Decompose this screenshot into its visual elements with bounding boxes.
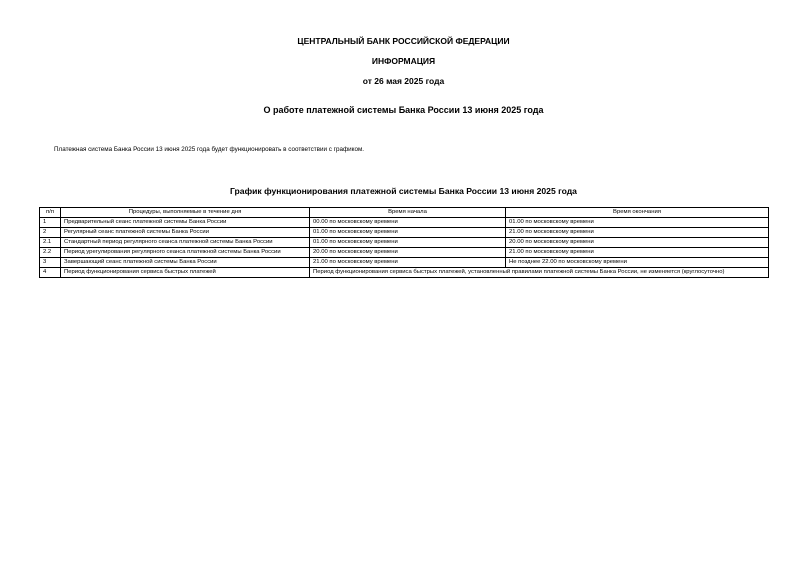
row-procedure: Завершающий сеанс платежной системы Банка России: [61, 258, 310, 268]
col-header-procedure: Процедуры, выполняемые в течение дня: [61, 208, 310, 218]
row-end: 21.00 по московскому времени: [506, 248, 769, 258]
row-start: 01.00 по московскому времени: [310, 228, 506, 238]
row-end: 20.00 по московскому времени: [506, 238, 769, 248]
doc-date: от 26 мая 2025 года: [362, 76, 445, 86]
table-row: [40, 248, 769, 258]
row-num: 2.2: [40, 248, 61, 258]
col-header-end: Время окончания: [506, 208, 769, 218]
org-title: ЦЕНТРАЛЬНЫЙ БАНК РОССИЙСКОЙ ФЕДЕРАЦИИ: [297, 36, 510, 46]
doc-type: ИНФОРМАЦИЯ: [371, 56, 436, 66]
row-procedure: Период функционирования сервиса быстрых платежей: [61, 268, 310, 278]
intro-text: Платежная система Банка России 13 июня 2025 года будет функционировать в соответствии с графиком.: [54, 146, 365, 153]
row-num: 4: [40, 268, 61, 278]
row-num: 1: [40, 218, 61, 228]
table-row: [40, 228, 769, 238]
table-header-row: [40, 208, 769, 218]
row-num: 2.1: [40, 238, 61, 248]
table-row: [40, 258, 769, 268]
row-start: 20.00 по московскому времени: [310, 248, 506, 258]
row-procedure: Предварительный сеанс платежной системы Банка России: [61, 218, 310, 228]
row-num: 2: [40, 228, 61, 238]
row-end: 21.00 по московскому времени: [506, 228, 769, 238]
row-merged-time: Период функционирования сервиса быстрых платежей, установленный правилами платежной системы Банка России, не изменяется (круглосуточно): [310, 268, 769, 278]
row-num: 3: [40, 258, 61, 268]
doc-subject: О работе платежной системы Банка России 13 июня 2025 года: [263, 105, 544, 115]
row-start: 01.00 по московскому времени: [310, 238, 506, 248]
row-start: 00.00 по московскому времени: [310, 218, 506, 228]
col-header-num: п/п: [40, 208, 61, 218]
row-start: 21.00 по московскому времени: [310, 258, 506, 268]
row-end: Не позднее 22.00 по московскому времени: [506, 258, 769, 268]
row-procedure: Стандартный период регулярного сеанса платежной системы Банка России: [61, 238, 310, 248]
row-procedure: Регулярный сеанс платежной системы Банка России: [61, 228, 310, 238]
row-end: 01.00 по московскому времени: [506, 218, 769, 228]
table-title: График функционирования платежной системы Банка России 13 июня 2025 года: [230, 186, 577, 196]
col-header-start: Время начала: [310, 208, 506, 218]
table-row: [40, 218, 769, 228]
table-row: [40, 268, 769, 278]
row-procedure: Период урегулирования регулярного сеанса платежной системы Банка России: [61, 248, 310, 258]
table-row: [40, 238, 769, 248]
schedule-table: [39, 207, 769, 278]
